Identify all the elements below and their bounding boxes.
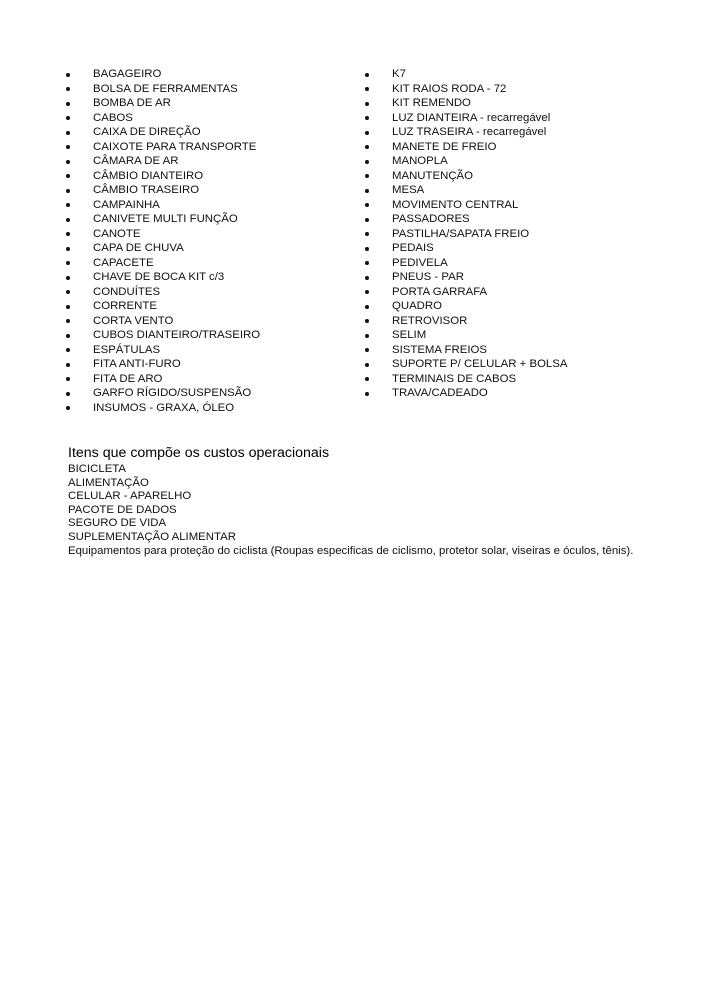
list-item-label: SISTEMA FREIOS xyxy=(392,343,487,356)
operational-cost-item: ALIMENTAÇÃO xyxy=(68,476,149,489)
list-item-label: CAIXOTE PARA TRANSPORTE xyxy=(93,140,257,153)
list-item xyxy=(66,386,356,401)
list-item-label: CÂMBIO TRASEIRO xyxy=(93,184,200,196)
list-item-label: FITA DE ARO xyxy=(93,372,163,385)
list-item-label: PEDIVELA xyxy=(392,256,448,269)
operational-cost-item: Equipamentos para proteção do ciclista (Roupas especificas de ciclismo, protetor solar, viseiras e óculos, tênis). xyxy=(68,544,634,557)
bullet-icon xyxy=(365,261,369,265)
operational-cost-item: SUPLEMENTAÇÃO ALIMENTAR xyxy=(68,530,236,543)
bullet-icon xyxy=(66,290,70,294)
list-item xyxy=(66,227,356,242)
list-item-label: KIT RAIOS RODA - 72 xyxy=(392,82,507,95)
list-item-label: MANUTENÇÃO xyxy=(392,169,474,182)
list-item-label: MANOPLA xyxy=(392,155,448,167)
bullet-icon xyxy=(66,73,70,77)
list-item xyxy=(365,212,655,227)
list-item-label: PASSADORES xyxy=(392,213,470,225)
list-item-label: CABOS xyxy=(93,111,133,124)
list-item-label: BAGAGEIRO xyxy=(93,68,162,80)
list-item-label: CAMPAINHA xyxy=(93,198,160,211)
bullet-icon xyxy=(365,232,369,236)
list-item xyxy=(365,357,655,372)
list-item xyxy=(365,183,655,198)
bullet-icon xyxy=(365,392,369,396)
list-item xyxy=(66,299,356,314)
bullet-icon xyxy=(66,261,70,265)
list-item-label: CAPACETE xyxy=(93,256,154,269)
list-item xyxy=(365,241,655,256)
bullet-icon xyxy=(365,348,369,352)
list-item xyxy=(66,169,356,184)
bullet-icon xyxy=(66,276,70,280)
list-item-label: CÂMARA DE AR xyxy=(93,155,179,167)
list-item-label: MANETE DE FREIO xyxy=(392,140,497,153)
list-item xyxy=(365,256,655,271)
list-item xyxy=(66,67,356,82)
list-item xyxy=(365,328,655,343)
bullet-icon xyxy=(66,406,70,410)
operational-cost-item: SEGURO DE VIDA xyxy=(68,517,167,530)
bullet-icon xyxy=(66,145,70,149)
operational-costs-section xyxy=(68,444,648,558)
list-item xyxy=(66,212,356,227)
bullet-icon xyxy=(365,319,369,323)
list-item xyxy=(66,328,356,343)
list-item-label: MOVIMENTO CENTRAL xyxy=(392,198,519,211)
bullet-icon xyxy=(365,116,369,120)
list-item-label: CAIXA DE DIREÇÃO xyxy=(93,126,201,138)
parts-list-right xyxy=(365,67,655,401)
list-item-label: CHAVE DE BOCA KIT c/3 xyxy=(93,271,225,283)
list-item xyxy=(365,96,655,111)
list-item xyxy=(365,125,655,140)
list-item xyxy=(365,169,655,184)
list-item-label: ESPÁTULAS xyxy=(93,343,161,356)
list-item xyxy=(66,270,356,285)
bullet-icon xyxy=(365,174,369,178)
bullet-icon xyxy=(66,363,70,367)
bullet-icon xyxy=(365,145,369,149)
list-item-label: MESA xyxy=(392,184,425,196)
list-item-label: CANOTE xyxy=(93,227,141,240)
bullet-icon xyxy=(365,363,369,367)
list-item xyxy=(66,241,356,256)
list-item xyxy=(365,82,655,97)
list-item xyxy=(66,111,356,126)
bullet-icon xyxy=(66,232,70,236)
bullet-icon xyxy=(66,377,70,381)
bullet-icon xyxy=(66,392,70,396)
list-item-label: CONDUÍTES xyxy=(93,285,161,298)
list-item xyxy=(66,154,356,169)
list-item-label: TRAVA/CADEADO xyxy=(392,387,488,399)
bullet-icon xyxy=(365,290,369,294)
list-item-label: SUPORTE P/ CELULAR + BOLSA xyxy=(392,358,568,370)
list-item xyxy=(66,256,356,271)
bullet-icon xyxy=(66,334,70,338)
list-item-label: SELIM xyxy=(392,329,427,341)
bullet-icon xyxy=(365,73,369,77)
list-item-label: QUADRO xyxy=(392,300,442,312)
operational-cost-item: CELULAR - APARELHO xyxy=(68,490,192,503)
list-item xyxy=(365,111,655,126)
bullet-icon xyxy=(365,131,369,135)
list-item-label: CUBOS DIANTEIRO/TRASEIRO xyxy=(93,329,261,341)
list-item xyxy=(66,140,356,155)
list-item xyxy=(365,386,655,401)
operational-costs-list xyxy=(68,463,648,558)
list-item xyxy=(365,198,655,213)
section-title: Itens que compõe os custos operacionais xyxy=(68,445,330,461)
list-item xyxy=(66,82,356,97)
list-item-label: PORTA GARRAFA xyxy=(392,285,488,298)
list-item xyxy=(66,314,356,329)
list-item-label: KIT REMENDO xyxy=(392,97,471,109)
bullet-icon xyxy=(66,305,70,309)
bullet-icon xyxy=(365,160,369,164)
list-item-label: BOMBA DE AR xyxy=(93,97,171,109)
bullet-icon xyxy=(365,276,369,280)
bullet-icon xyxy=(66,319,70,323)
list-item xyxy=(66,343,356,358)
bullet-icon xyxy=(365,334,369,338)
bullet-icon xyxy=(66,131,70,135)
list-item xyxy=(66,96,356,111)
list-item xyxy=(365,299,655,314)
list-item-label: GARFO RÍGIDO/SUSPENSÃO xyxy=(93,387,252,399)
list-item xyxy=(365,343,655,358)
list-item xyxy=(365,154,655,169)
list-item xyxy=(66,357,356,372)
list-item xyxy=(66,198,356,213)
list-item-label: CÂMBIO DIANTEIRO xyxy=(93,169,204,182)
bullet-icon xyxy=(66,247,70,251)
list-item-label: CANIVETE MULTI FUNÇÃO xyxy=(93,213,238,225)
list-item xyxy=(365,67,655,82)
list-item-label: LUZ TRASEIRA - recarregável xyxy=(392,126,547,138)
bullet-icon xyxy=(365,305,369,309)
list-item xyxy=(66,125,356,140)
list-item-label: CAPA DE CHUVA xyxy=(93,242,184,254)
bullet-icon xyxy=(365,218,369,222)
operational-cost-item: PACOTE DE DADOS xyxy=(68,503,177,516)
list-item xyxy=(365,270,655,285)
list-item-label: CORTA VENTO xyxy=(93,314,174,327)
bullet-icon xyxy=(66,218,70,222)
bullet-icon xyxy=(66,87,70,91)
bullet-icon xyxy=(66,116,70,120)
bullet-icon xyxy=(66,160,70,164)
bullet-icon xyxy=(365,102,369,106)
list-item-label: RETROVISOR xyxy=(392,314,468,327)
bullet-icon xyxy=(365,377,369,381)
list-item-label: INSUMOS - GRAXA, ÓLEO xyxy=(93,401,235,414)
list-item xyxy=(365,227,655,242)
list-item-label: PEDAIS xyxy=(392,242,434,254)
bullet-icon xyxy=(365,189,369,193)
list-item-label: PNEUS - PAR xyxy=(392,271,464,283)
bullet-icon xyxy=(66,102,70,106)
parts-list-left xyxy=(66,67,356,415)
list-item-label: FITA ANTI-FURO xyxy=(93,358,181,370)
list-item-label: BOLSA DE FERRAMENTAS xyxy=(93,82,238,95)
list-item-label: LUZ DIANTEIRA - recarregável xyxy=(392,111,551,124)
bullet-icon xyxy=(365,247,369,251)
bullet-icon xyxy=(365,87,369,91)
list-item xyxy=(66,285,356,300)
bullet-icon xyxy=(66,174,70,178)
list-item-label: K7 xyxy=(392,68,406,80)
list-item-label: CORRENTE xyxy=(93,300,157,312)
list-item xyxy=(365,285,655,300)
list-item xyxy=(66,401,356,416)
bullet-icon xyxy=(66,348,70,352)
list-item-label: PASTILHA/SAPATA FREIO xyxy=(392,227,530,240)
list-item-label: TERMINAIS DE CABOS xyxy=(392,372,517,385)
operational-cost-item: BICICLETA xyxy=(68,463,127,475)
list-item xyxy=(365,372,655,387)
list-item xyxy=(365,140,655,155)
list-item xyxy=(365,314,655,329)
bullet-icon xyxy=(66,189,70,193)
list-item xyxy=(66,183,356,198)
list-item xyxy=(66,372,356,387)
bullet-icon xyxy=(66,203,70,207)
bullet-icon xyxy=(365,203,369,207)
